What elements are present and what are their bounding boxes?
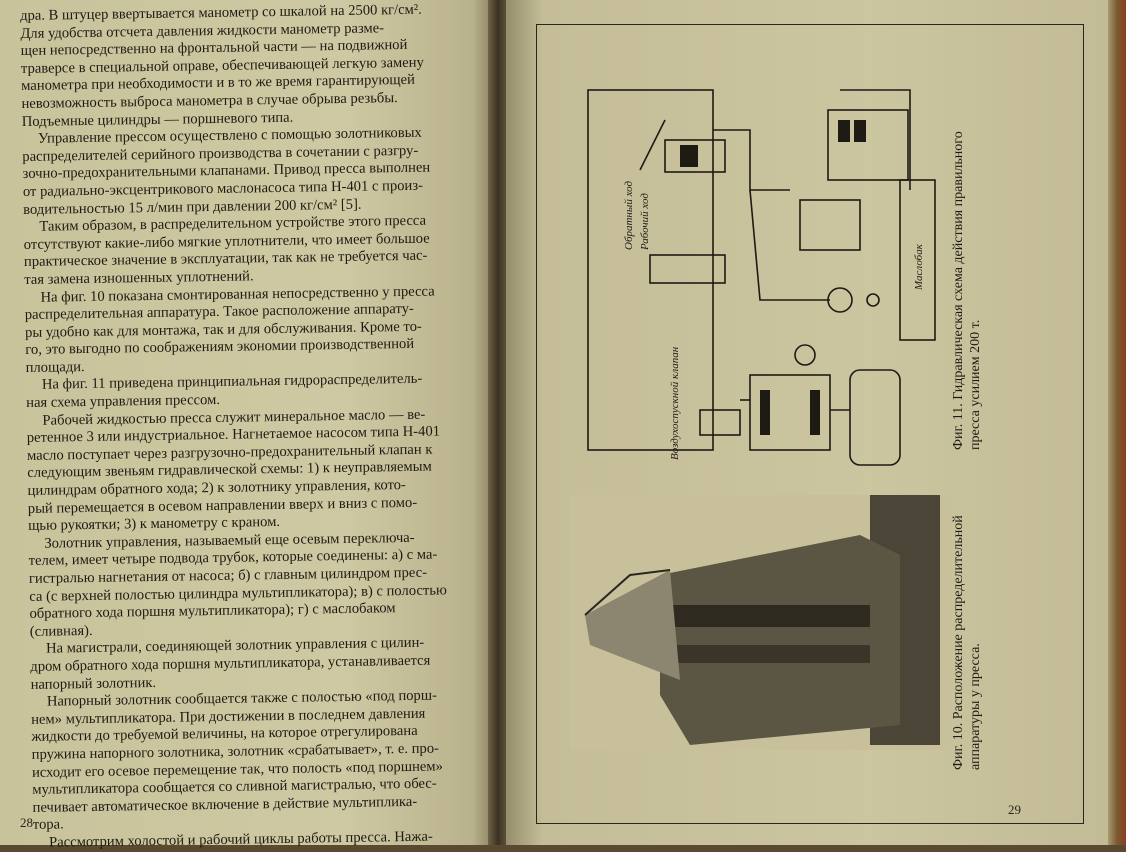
text-line: ретенное 3 или индустриальное. Нагнетаемое насосом типа Н-401 — [26, 423, 441, 447]
text-line: Напорный золотник сообщается также с полостью «под порш- — [46, 687, 438, 710]
text-line: Рабочей жидкостью пресса служит минеральное масло — ве- — [42, 406, 426, 429]
pipe-right-top — [840, 90, 910, 190]
text-line: На фиг. 11 приведена принципиальная гидрораспределитель- — [41, 371, 423, 394]
pipe-mid — [750, 190, 830, 300]
press-cylinder — [850, 370, 900, 465]
label-return-stroke: Обратный ход — [623, 180, 635, 250]
text-line: Золотник управления, называемый еще осевым переключа- — [44, 529, 415, 552]
text-line: отсутствуют какие-либо мягкие уплотнители, что имеет большое — [23, 230, 430, 253]
text-line: дра. В штуцер ввертывается манометр со шкалой на 2500 кг/см². — [20, 1, 423, 24]
text-line: са (с верхней полостью цилиндра мультипликатора); в) с полостью — [29, 581, 447, 605]
valve-cell-1 — [838, 120, 850, 142]
text-line: масло поступает через разгрузочно-предохранительный клапан к — [26, 441, 433, 464]
pump-symbol — [828, 288, 852, 312]
left-page — [0, 0, 492, 851]
text-line: тора. — [32, 816, 64, 834]
text-line: следующим звеньям гидравлической схемы: 1) к неуправляемым — [27, 459, 432, 482]
text-line: печивает автоматическое включение в действие мультиплика- — [32, 793, 418, 816]
text-line: ры удобно как для монтажа, так и для обслуживания. Кроме то- — [24, 318, 422, 341]
cylinder-fill-left — [760, 390, 770, 435]
page-number-right: 29 — [1008, 802, 1021, 817]
text-line: На магистрали, соединяющей золотник управления с цилин- — [45, 635, 425, 658]
text-line: телем, имеет четыре подвода трубок, которые соединены: а) с ма- — [28, 546, 438, 570]
press-photo — [570, 495, 950, 750]
valve-cell-2 — [854, 120, 866, 142]
fig10-caption-line2: аппаратуры у пресса. — [968, 643, 983, 770]
text-line: ная схема управления прессом. — [26, 391, 221, 412]
fig11-caption-line1: Фиг. 11. Гидравлическая схема действия правильного — [951, 131, 966, 450]
left-page-text — [20, 1, 483, 852]
page-number-left: 28 — [20, 815, 33, 830]
press-rod-1 — [670, 605, 870, 627]
fig11-caption-line2: пресса усилием 200 т. — [968, 319, 983, 450]
text-line: щен непосредственно на фронтальной части — на подвижной — [20, 37, 408, 60]
text-line: жидкости до требуемой величины, на которое отрегулирована — [31, 723, 418, 746]
page-edge — [1108, 0, 1126, 845]
handle-lever — [640, 120, 665, 170]
text-line: водительностью 15 л/мин при давлении 200 кг/см² [5]. — [23, 196, 362, 218]
text-line: манометра при необходимости и в то же время гарантирующей — [21, 72, 415, 95]
text-line: распределительная аппаратура. Такое расположение аппарату- — [24, 300, 414, 324]
fig10-caption-line1: Фиг. 10. Расположение распределительной — [951, 515, 966, 770]
text-line: площади. — [25, 358, 85, 376]
text-line: Таким образом, в распределительном устройстве этого пресса — [39, 212, 427, 235]
fig11-caption — [950, 80, 984, 450]
text-line: траверсе в специальной оправе, обеспечивающей легкую замену — [20, 54, 424, 77]
label-oil-tank: Маслобак — [913, 244, 925, 290]
text-line: распределителей серийного производства в сочетании с разгру- — [22, 142, 419, 165]
text-line: обратного хода поршня мультипликатора); г) с маслобаком — [29, 600, 396, 623]
distributor-block — [800, 200, 860, 250]
gauge-small — [867, 294, 879, 306]
text-line: щью рукоятки; 3) к манометру с краном. — [28, 514, 281, 535]
press-rod-2 — [670, 645, 870, 663]
text-line: На фиг. 10 показана смонтированная непосредственно у пресса — [40, 283, 435, 306]
text-line: напорный золотник. — [30, 674, 157, 693]
label-air-valve: Воздухоспускной клапан — [669, 346, 681, 460]
text-line: Подъемные цилиндры — поршневого типа. — [21, 109, 294, 130]
text-line: тая замена изношенных уплотнений. — [24, 268, 254, 288]
text-line: дром обратного хода поршня мультипликатора, устанавливается — [30, 652, 431, 675]
fig10-caption — [950, 485, 984, 770]
label-working-stroke: Рабочий ход — [639, 193, 651, 250]
text-line: гистралью нагнетания от насоса; б) с главным цилиндром прес- — [28, 564, 428, 587]
text-line: рый перемещается в осевом направлении вверх и вниз с помо- — [27, 494, 418, 517]
cylinder-fill-right — [810, 390, 820, 435]
text-line: (сливная). — [29, 622, 93, 640]
text-line: нем» мультипликатора. При достижении в последнем давления — [31, 705, 426, 728]
text-line: практическое значение в эксплуатации, так как не требуется час- — [23, 247, 428, 271]
text-line: пружина напорного золотника, золотник «срабатывает», т. е. про- — [31, 740, 440, 763]
text-line: Управление прессом осуществлено с помощью золотниковых — [37, 124, 422, 147]
hydraulic-diagram — [570, 80, 940, 500]
text-line: невозможность выброса манометра в случае обрыва резьбы. — [21, 90, 398, 112]
pressure-gauge — [795, 345, 815, 365]
text-line: цилиндрам обратного хода; 2) к золотнику управления, кото- — [27, 477, 406, 499]
spool-fill — [680, 145, 698, 167]
text-line: мультипликатора сообщается со сливной магистралью, что обес- — [32, 775, 437, 799]
text-line: зочно-предохранительными клапанами. Привод пресса выполнен — [22, 159, 431, 183]
text-line: Рассмотрим холостой и рабочий циклы работы пресса. Нажа- — [48, 828, 433, 851]
text-line: от радиально-эксцентрикового маслонасоса типа Н-401 с произ- — [22, 177, 424, 200]
text-line: Для удобства отсчета давления жидкости манометр разме- — [20, 19, 385, 42]
text-line: исходит его осевое перемещение так, что полость «под поршнем» — [31, 757, 443, 781]
air-valve-body — [700, 410, 740, 435]
text-line: го, это выгодно по соображениям экономии производственной — [25, 336, 415, 359]
